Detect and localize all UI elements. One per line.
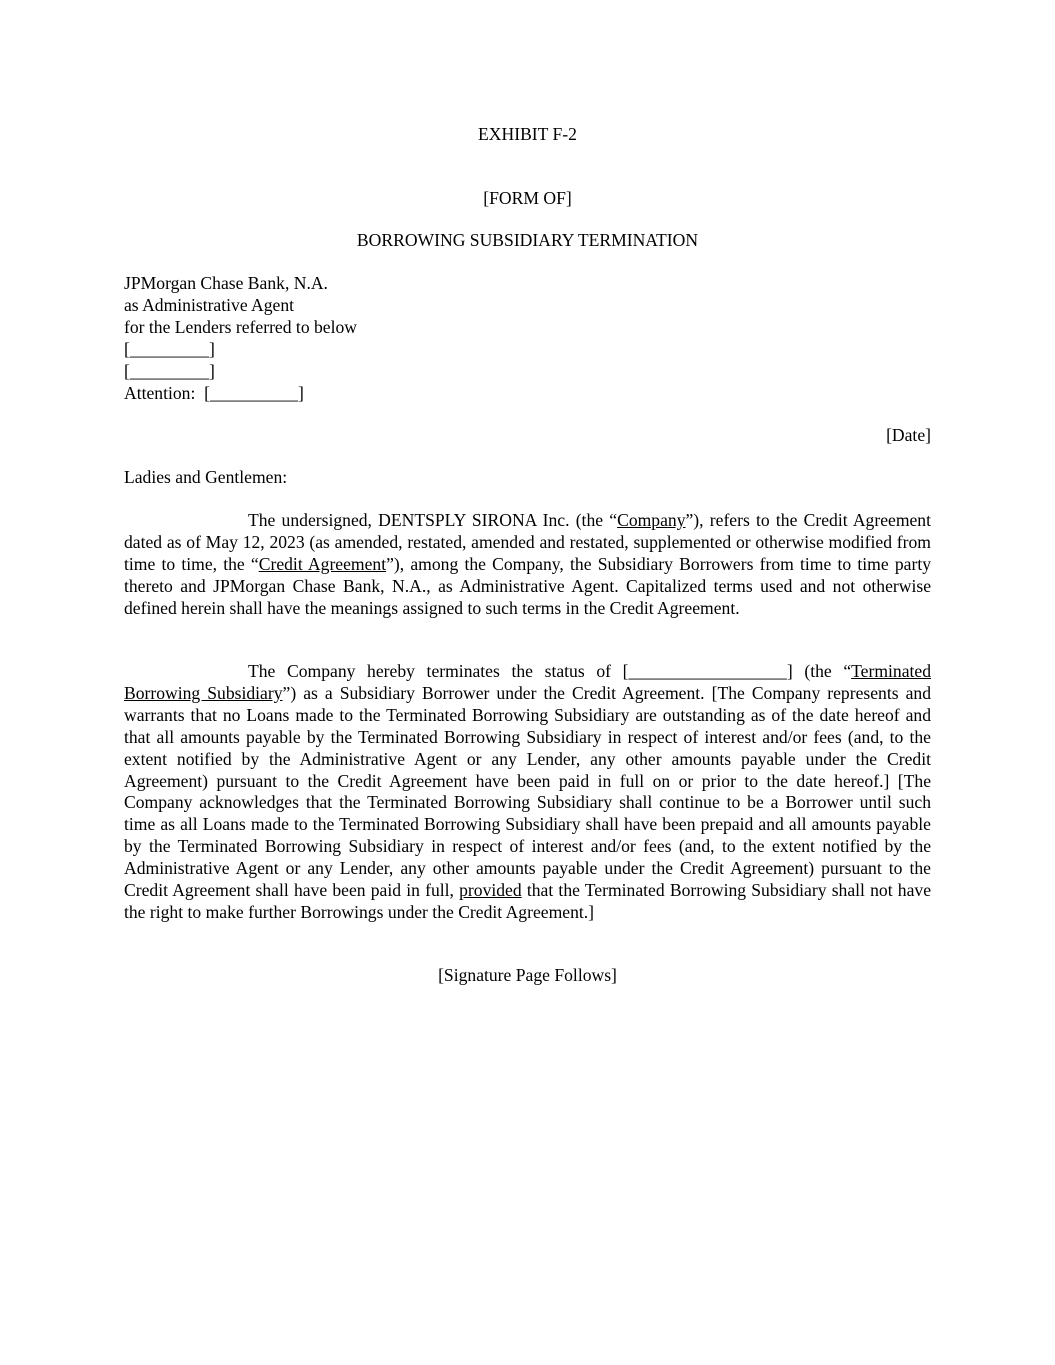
defined-term-credit-agreement: Credit Agreement	[258, 553, 387, 574]
paragraph-1-part-3: ”), among the Company, the Subsidiary Borrowers from time to time party thereto and JPMorgan Chase Bank, N.A., as Administrative Agent. Capitalized terms used and not otherwise defined herein shall have the meanings assigned to such terms in the Credit Agreement.	[124, 553, 932, 618]
date-line: [Date]	[886, 425, 931, 445]
address-line-2: as Administrative Agent	[124, 294, 295, 315]
paragraph-1-part-1: The undersigned, DENTSPLY SIRONA Inc. (the “	[248, 510, 618, 530]
paragraph-2-part-1: The Company hereby terminates the status of [__________________] (the “	[248, 661, 852, 681]
paragraph-2-part-3: that the Terminated Borrowing Subsidiary shall not have the right to make further Borrowings under the Credit Agreement.]	[124, 880, 932, 922]
term-provided: provided	[459, 880, 522, 901]
exhibit-heading: EXHIBIT F-2	[478, 124, 577, 144]
salutation: Ladies and Gentlemen:	[124, 467, 288, 487]
defined-term-terminated-borrowing-subsidiary: Terminated Borrowing Subsidiary	[124, 661, 931, 703]
address-block	[124, 273, 931, 404]
paragraph-2-part-2: ”) as a Subsidiary Borrower under the Credit Agreement. [The Company represents and warrants that no Loans made to the Terminated Borrowing Subsidiary are outstanding as of the date hereof and that all amounts payable by the Terminated Borrowing Subsidiary in respect of interest and/or fees (and, to the extent notified by the Administrative Agent or any Lender, any other amounts payable under the Credit Agreement) pursuant to the Credit Agreement have been paid in full on or prior to the date hereof.] [The Company acknowledges that the Terminated Borrowing Subsidiary shall continue to be a Borrower until such time as all Loans made to the Terminated Borrowing Subsidiary shall have been prepaid and all amounts payable by the Terminated Borrowing Subsidiary in respect of interest and/or fees (and, to the extent notified by the Administrative Agent or any Lender, any other amounts payable under the Credit Agreement) pursuant to the Credit Agreement shall have been paid in full,	[124, 682, 931, 901]
address-line-5: [_________]	[124, 360, 215, 381]
signature-page-follows: [Signature Page Follows]	[438, 965, 617, 985]
attention-line: Attention: [__________]	[124, 382, 304, 403]
address-line-1: JPMorgan Chase Bank, N.A.	[124, 273, 328, 293]
form-of-heading: [FORM OF]	[483, 188, 572, 208]
defined-term-company: Company	[617, 510, 686, 530]
paragraph-2	[124, 661, 931, 924]
address-line-3: for the Lenders referred to below	[124, 316, 358, 337]
paragraph-1	[124, 510, 931, 620]
document-title: BORROWING SUBSIDIARY TERMINATION	[356, 230, 699, 250]
paragraph-1-part-2: ”), refers to the Credit Agreement dated as of May 12, 2023 (as amended, restated, amended and restated, supplemented or otherwise modified from time to time, the “	[124, 510, 931, 574]
address-line-4: [_________]	[124, 338, 215, 359]
